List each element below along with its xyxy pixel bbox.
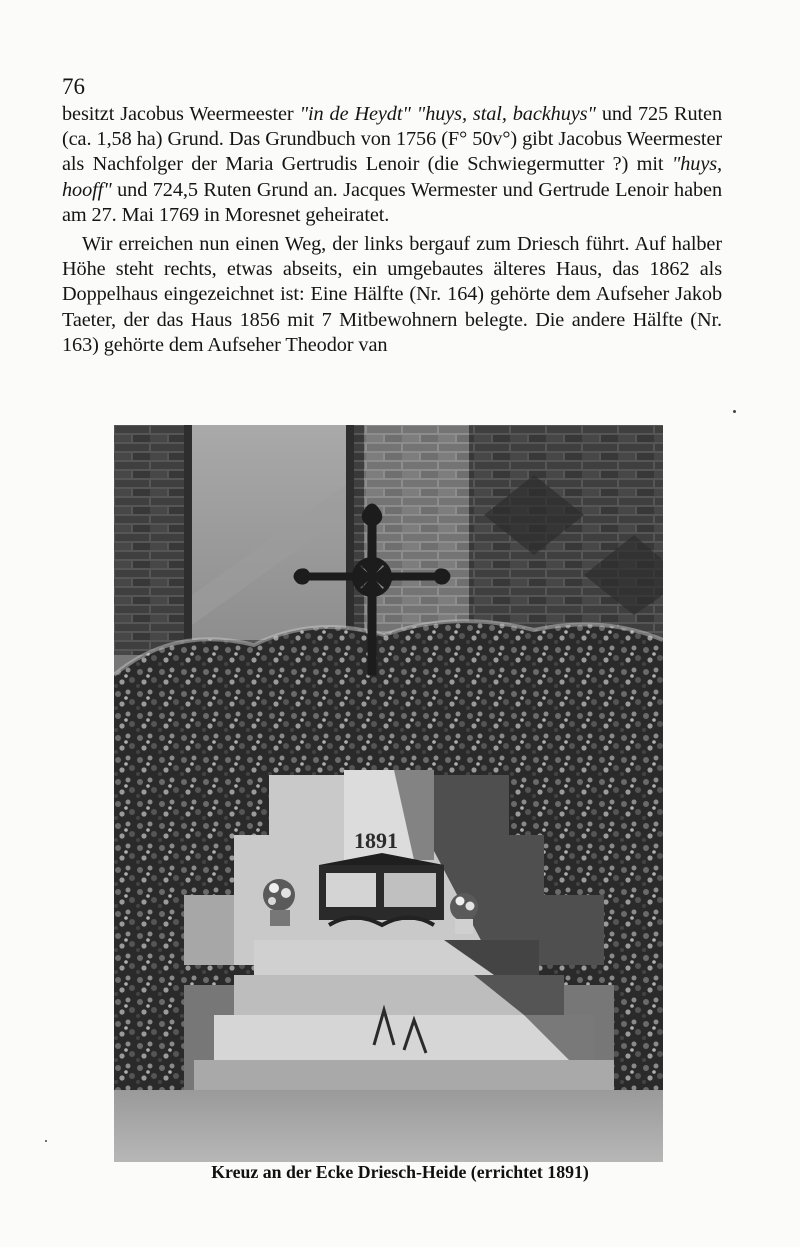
paragraph-1-part-2: und 725 Ruten (ca. 1,58 ha) Grund. Das Grundbuch von 1756 (F° 50v°) gibt Jacobus Weermester als Nachfolger der Maria Gertrudis Lenoir (die Schwiegermutter ?) mit xyxy=(62,103,722,176)
photo-caption: Kreuz an der Ecke Driesch-Heide (errichtet 1891) xyxy=(211,1162,589,1182)
photo-illustration xyxy=(114,425,663,1162)
page-number: 76 xyxy=(62,74,85,99)
lantern xyxy=(319,853,444,925)
paragraph-1-quote-1: "in de Heydt" "huys, stal, backhuys" xyxy=(299,103,596,125)
paragraph-1-part-3: und 724,5 Ruten Grund an. Jacques Wermester und Gertrude Lenoir haben am 27. Mai 1769 in Moresnet geheiratet. xyxy=(62,178,722,226)
paragraph-1 xyxy=(62,102,722,228)
body-text xyxy=(62,102,722,358)
brick-pillar xyxy=(364,425,474,645)
monument-photo xyxy=(114,425,663,1162)
paragraph-2: Wir erreichen nun einen Weg, der links bergauf zum Driesch führt. Auf halber Höhe steht rechts, etwas abseits, ein umgebautes älteres Haus, das 1862 als Doppelhaus eingezeichnet ist: Eine Hälfte (Nr. 164) gehörte dem Aufseher Jakob Taeter, der das Haus 1856 mit 7 Mitbewohnern belegte. Die andere Hälfte (Nr. 163) gehörte dem Aufseher Theodor van xyxy=(62,233,722,356)
paragraph-1-part-1: besitzt Jacobus Weermeester xyxy=(62,103,300,125)
ground xyxy=(114,1090,663,1162)
print-speck xyxy=(45,1140,47,1142)
year-inscription: 1891 xyxy=(354,828,398,853)
print-speck xyxy=(733,410,736,413)
paragraph-1-quote-2: "huys, hooff" xyxy=(62,153,722,201)
